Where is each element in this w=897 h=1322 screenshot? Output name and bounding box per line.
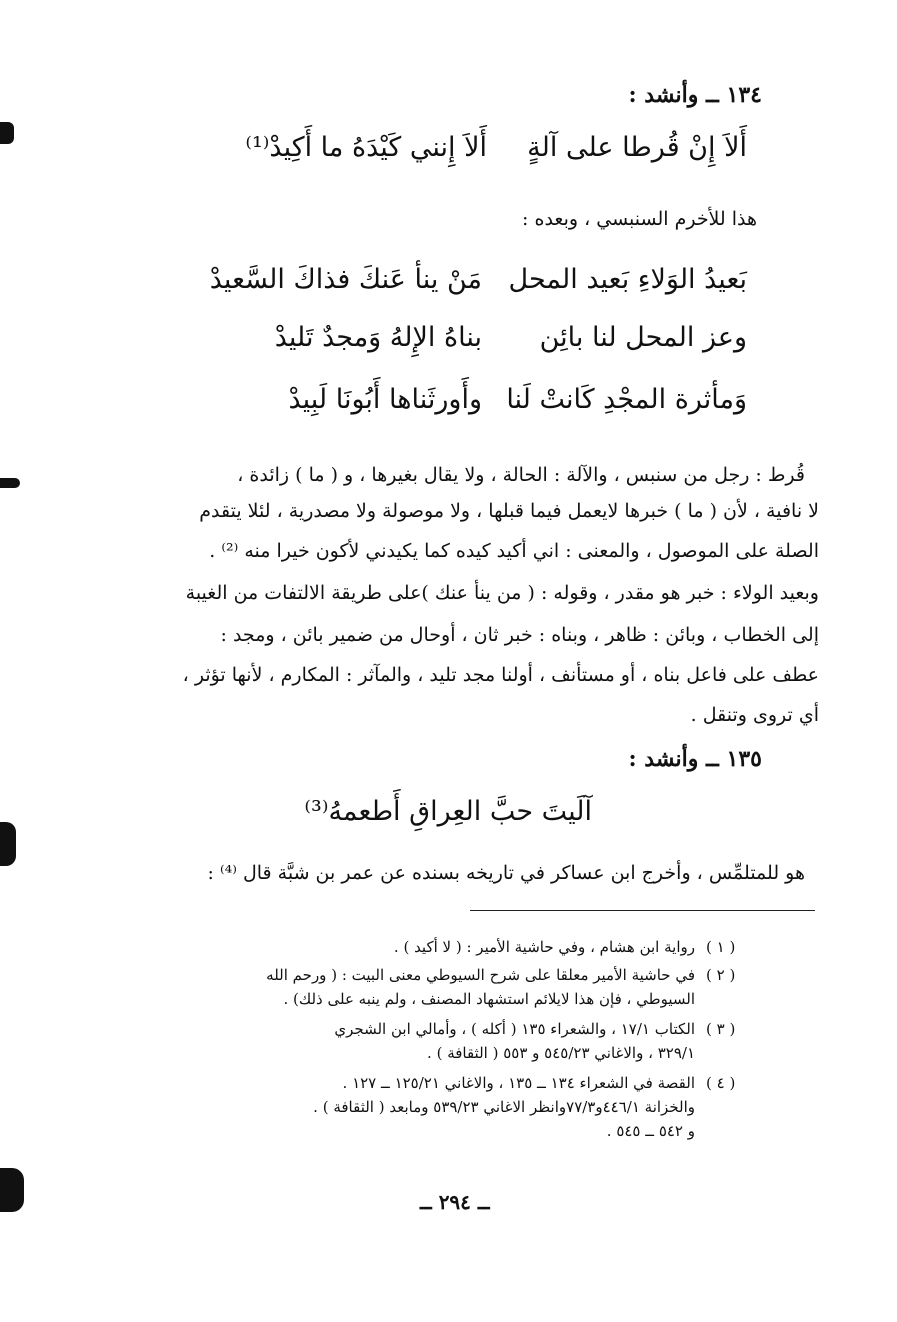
footnote-number: ( ٤ )	[706, 1074, 736, 1092]
verse-intro-135: هو للمتلمِّس ، وأخرج ابن عساكر في تاريخه بسنده عن عمر بن شبَّة قال ⁽⁴⁾ :	[207, 862, 805, 884]
section-heading-134: ١٣٤ ــ وأنشد :	[628, 82, 762, 108]
verse-hemistich-right: وَمأثرة المجْدِ كَانتْ لَنا	[506, 384, 747, 415]
verse-hemistich-left: مَنْ ينأ عَنكَ فذاكَ السَّعيدْ	[209, 264, 482, 295]
commentary-line: وبعيد الولاء : خبر هو مقدر ، وقوله : ( من ينأ عنك )على طريقة الالتفات من الغيبة	[185, 582, 819, 604]
footnote-separator	[470, 910, 815, 911]
verse-hemistich-right: أَلاَ إِنْ قُرطا على آلةٍ	[527, 132, 747, 163]
footnote-number: ( ٣ )	[706, 1020, 736, 1038]
footnote-line: والخزانة ٤٤٦/١و٧٧/٣وانظر الاغاني ٥٣٩/٢٣ ومابعد ( الثقافة ) .	[313, 1098, 695, 1116]
footnote-line: ٣٢٩/١ ، والاغاني ٥٤٥/٢٣ و ٥٥٣ ( الثقافة ) .	[427, 1044, 695, 1062]
footnote-line: القصة في الشعراء ١٣٤ ــ ١٣٥ ، والاغاني ١٢٥/٢١ ــ ١٢٧ .	[342, 1074, 695, 1092]
footnote-line: في حاشية الأمير معلقا على شرح السيوطي معنى البيت : ( ورحم الله	[266, 966, 695, 984]
scan-edge-mark	[0, 1168, 24, 1212]
verse-hemistich-right: بَعيدُ الوَلاءِ بَعيد المحل	[508, 264, 747, 295]
footnote-line: رواية ابن هشام ، وفي حاشية الأمير : ( لا أكيد ) .	[393, 938, 695, 956]
commentary-line: أي تروى وتنقل .	[690, 704, 819, 726]
footnote-line: و ٥٤٢ ــ ٥٤٥ .	[606, 1122, 695, 1140]
page-number: ــ ٢٩٤ ــ	[420, 1190, 490, 1214]
verse-hemistich-left: بناهُ الإِلهُ وَمجدٌ تَليدْ	[274, 322, 482, 353]
commentary-line: عطف على فاعل بناه ، أو مستأنف ، أولنا مجد تليد ، والمآثر : المكارم ، لأنها تؤثر ،	[182, 664, 819, 686]
commentary-line: قُرط : رجل من سنبس ، والآلة : الحالة ، ولا يقال بغيرها ، و ( ما ) زائدة ،	[237, 464, 805, 486]
verse-hemistich-right: وعز المحل لنا بائِن	[539, 322, 747, 353]
footnote-line: الكتاب ١٧/١ ، والشعراء ١٣٥ ( أكله ) ، وأمالي ابن الشجري	[334, 1020, 695, 1038]
footnote-line: السيوطي ، فإن هذا لايلائم استشهاد المصنف ، ولم ينبه على ذلك) .	[283, 990, 695, 1008]
single-hemistich-verse: آلَيتَ حبَّ العِراقِ أَطعمهُ⁽³⁾	[304, 796, 592, 827]
scan-edge-mark	[0, 478, 20, 488]
commentary-line: لا نافية ، لأن ( ما ) خبرها لايعمل فيما قبلها ، ولا موصولة ولا مصدرية ، لئلا يتقدم	[199, 500, 819, 522]
commentary-line: إلى الخطاب ، وبائن : ظاهر ، وبناه : خبر ثان ، أوحال من ضمير بائن ، ومجد :	[220, 624, 819, 646]
verse-intro: هذا للأخرم السنبسي ، وبعده :	[522, 208, 757, 230]
section-heading-135: ١٣٥ ــ وأنشد :	[628, 746, 762, 772]
footnote-number: ( ١ )	[706, 938, 736, 956]
verse-hemistich-left: أَلاَ إِنني كَيْدَهُ ما أَكِيدْ⁽¹⁾	[245, 132, 487, 163]
scan-edge-mark	[0, 122, 14, 144]
footnote-number: ( ٢ )	[706, 966, 736, 984]
verse-hemistich-left: وأَورثَناها أَبُونَا لَبِيدْ	[288, 384, 482, 415]
commentary-line: الصلة على الموصول ، والمعنى : اني أكيد كيده كما يكيدني لأكون خيرا منه ⁽²⁾ .	[209, 540, 819, 562]
scan-edge-mark	[0, 822, 16, 866]
